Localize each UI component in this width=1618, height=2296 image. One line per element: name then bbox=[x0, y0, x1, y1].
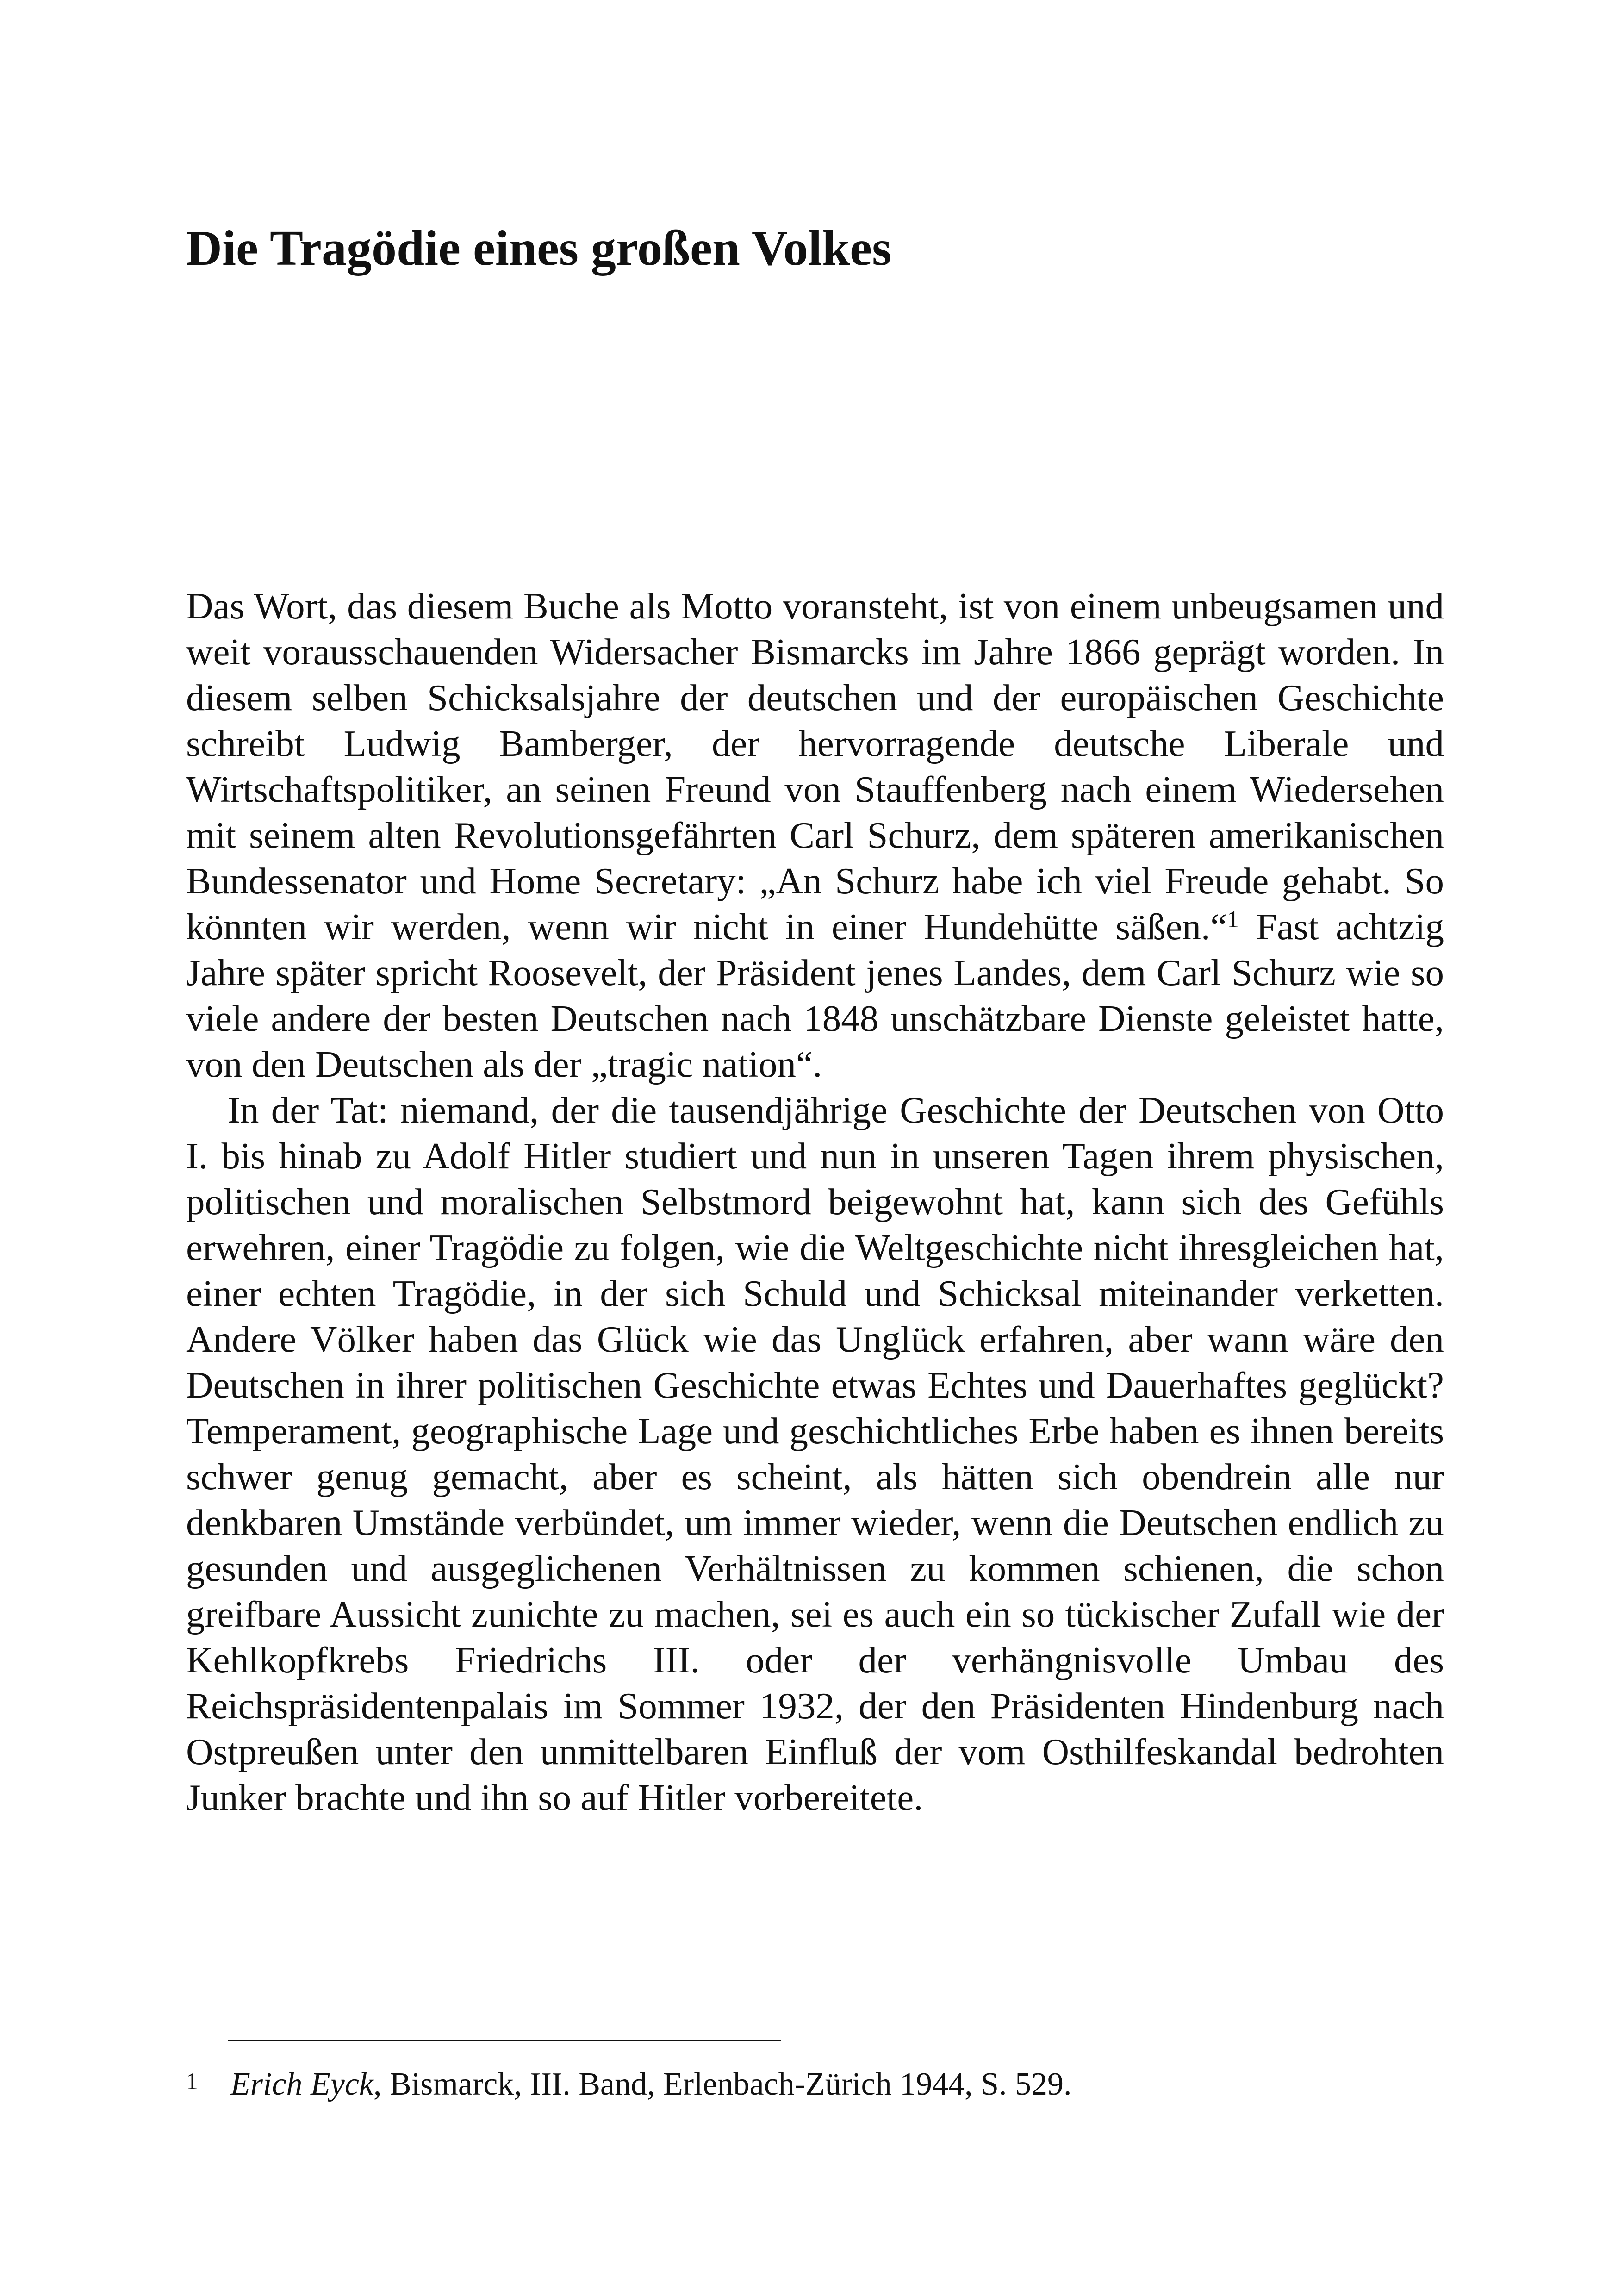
footnote bbox=[186, 2061, 1444, 2105]
footnote-divider bbox=[228, 2040, 781, 2041]
paragraph-1-part-1: Das Wort, das diesem Buche als Motto voransteht, ist von einem unbeugsamen und weit vorausschauenden Widersacher Bismarcks im Jahre 1866 geprägt worden. In diesem selben Schicksalsjahre der deutschen und der europäischen Geschichte schreibt Ludwig Bamberger, der hervorragende deutsche Liberale und Wirtschaftspolitiker, an seinen Freund von Stauffenberg nach einem Wiedersehen mit seinem alten Revolutionsgefährten Carl Schurz, dem späteren amerikanischen Bundessenator und Home Secretary: „An Schurz habe ich viel Freude gehabt. So könnten wir werden, wenn wir nicht in einer Hundehütte säßen.“ bbox=[186, 585, 1444, 948]
footnote-reference: 1 bbox=[1227, 906, 1239, 933]
footnote-number: 1 bbox=[186, 2068, 198, 2095]
paragraph-1-part-2: Fast achtzig Jahre später spricht Roosevelt, der Präsident jenes Landes, dem Carl Schurz wie so viele andere der besten Deutschen nach 1848 unschätzbare Dienste geleistet hatte, von den Deutschen als der „tragic nation“. bbox=[186, 906, 1444, 1085]
paragraph-2: In der Tat: niemand, der die tausendjährige Geschichte der Deutschen von Otto I. bis hinab zu Adolf Hitler studiert und nun in unseren Tagen ihrem physischen, politischen und moralischen Selbstmord beigewohnt hat, kann sich des Gefühls erwehren, einer Tragödie zu folgen, wie die Weltgeschichte nicht ihresgleichen hat, einer echten Tragödie, in der sich Schuld und Schicksal miteinander verketten. Andere Völker haben das Glück wie das Unglück erfahren, aber wann wäre den Deutschen in ihrer politischen Geschichte etwas Echtes und Dauerhaftes geglückt? Temperament, geographische Lage und geschichtliches Erbe haben es ihnen bereits schwer genug gemacht, aber es scheint, als hätten sich obendrein alle nur denkbaren Umstände verbündet, um immer wieder, wenn die Deutschen endlich zu gesunden und ausgeglichenen Verhältnissen zu kommen schienen, die schon greifbare Aussicht zunichte zu machen, sei es auch ein so tückischer Zufall wie der Kehlkopfkrebs Friedrichs III. oder der verhängnisvolle Umbau des Reichspräsidentenpalais im Sommer 1932, der den Präsidenten Hindenburg nach Ostpreußen unter den unmittelbaren Einfluß der vom Osthilfeskandal bedrohten Junker brachte und ihn so auf Hitler vorbereitete. bbox=[186, 1089, 1444, 1818]
footnote-text: , Bismarck, III. Band, Erlenbach-Zürich 1944, S. 529. bbox=[373, 2066, 1072, 2102]
chapter-title: Die Tragödie eines großen Volkes bbox=[186, 221, 892, 276]
paragraph-1 bbox=[186, 583, 1444, 1087]
footnote-author: Erich Eyck bbox=[230, 2066, 373, 2102]
chapter-body bbox=[186, 583, 1444, 1821]
